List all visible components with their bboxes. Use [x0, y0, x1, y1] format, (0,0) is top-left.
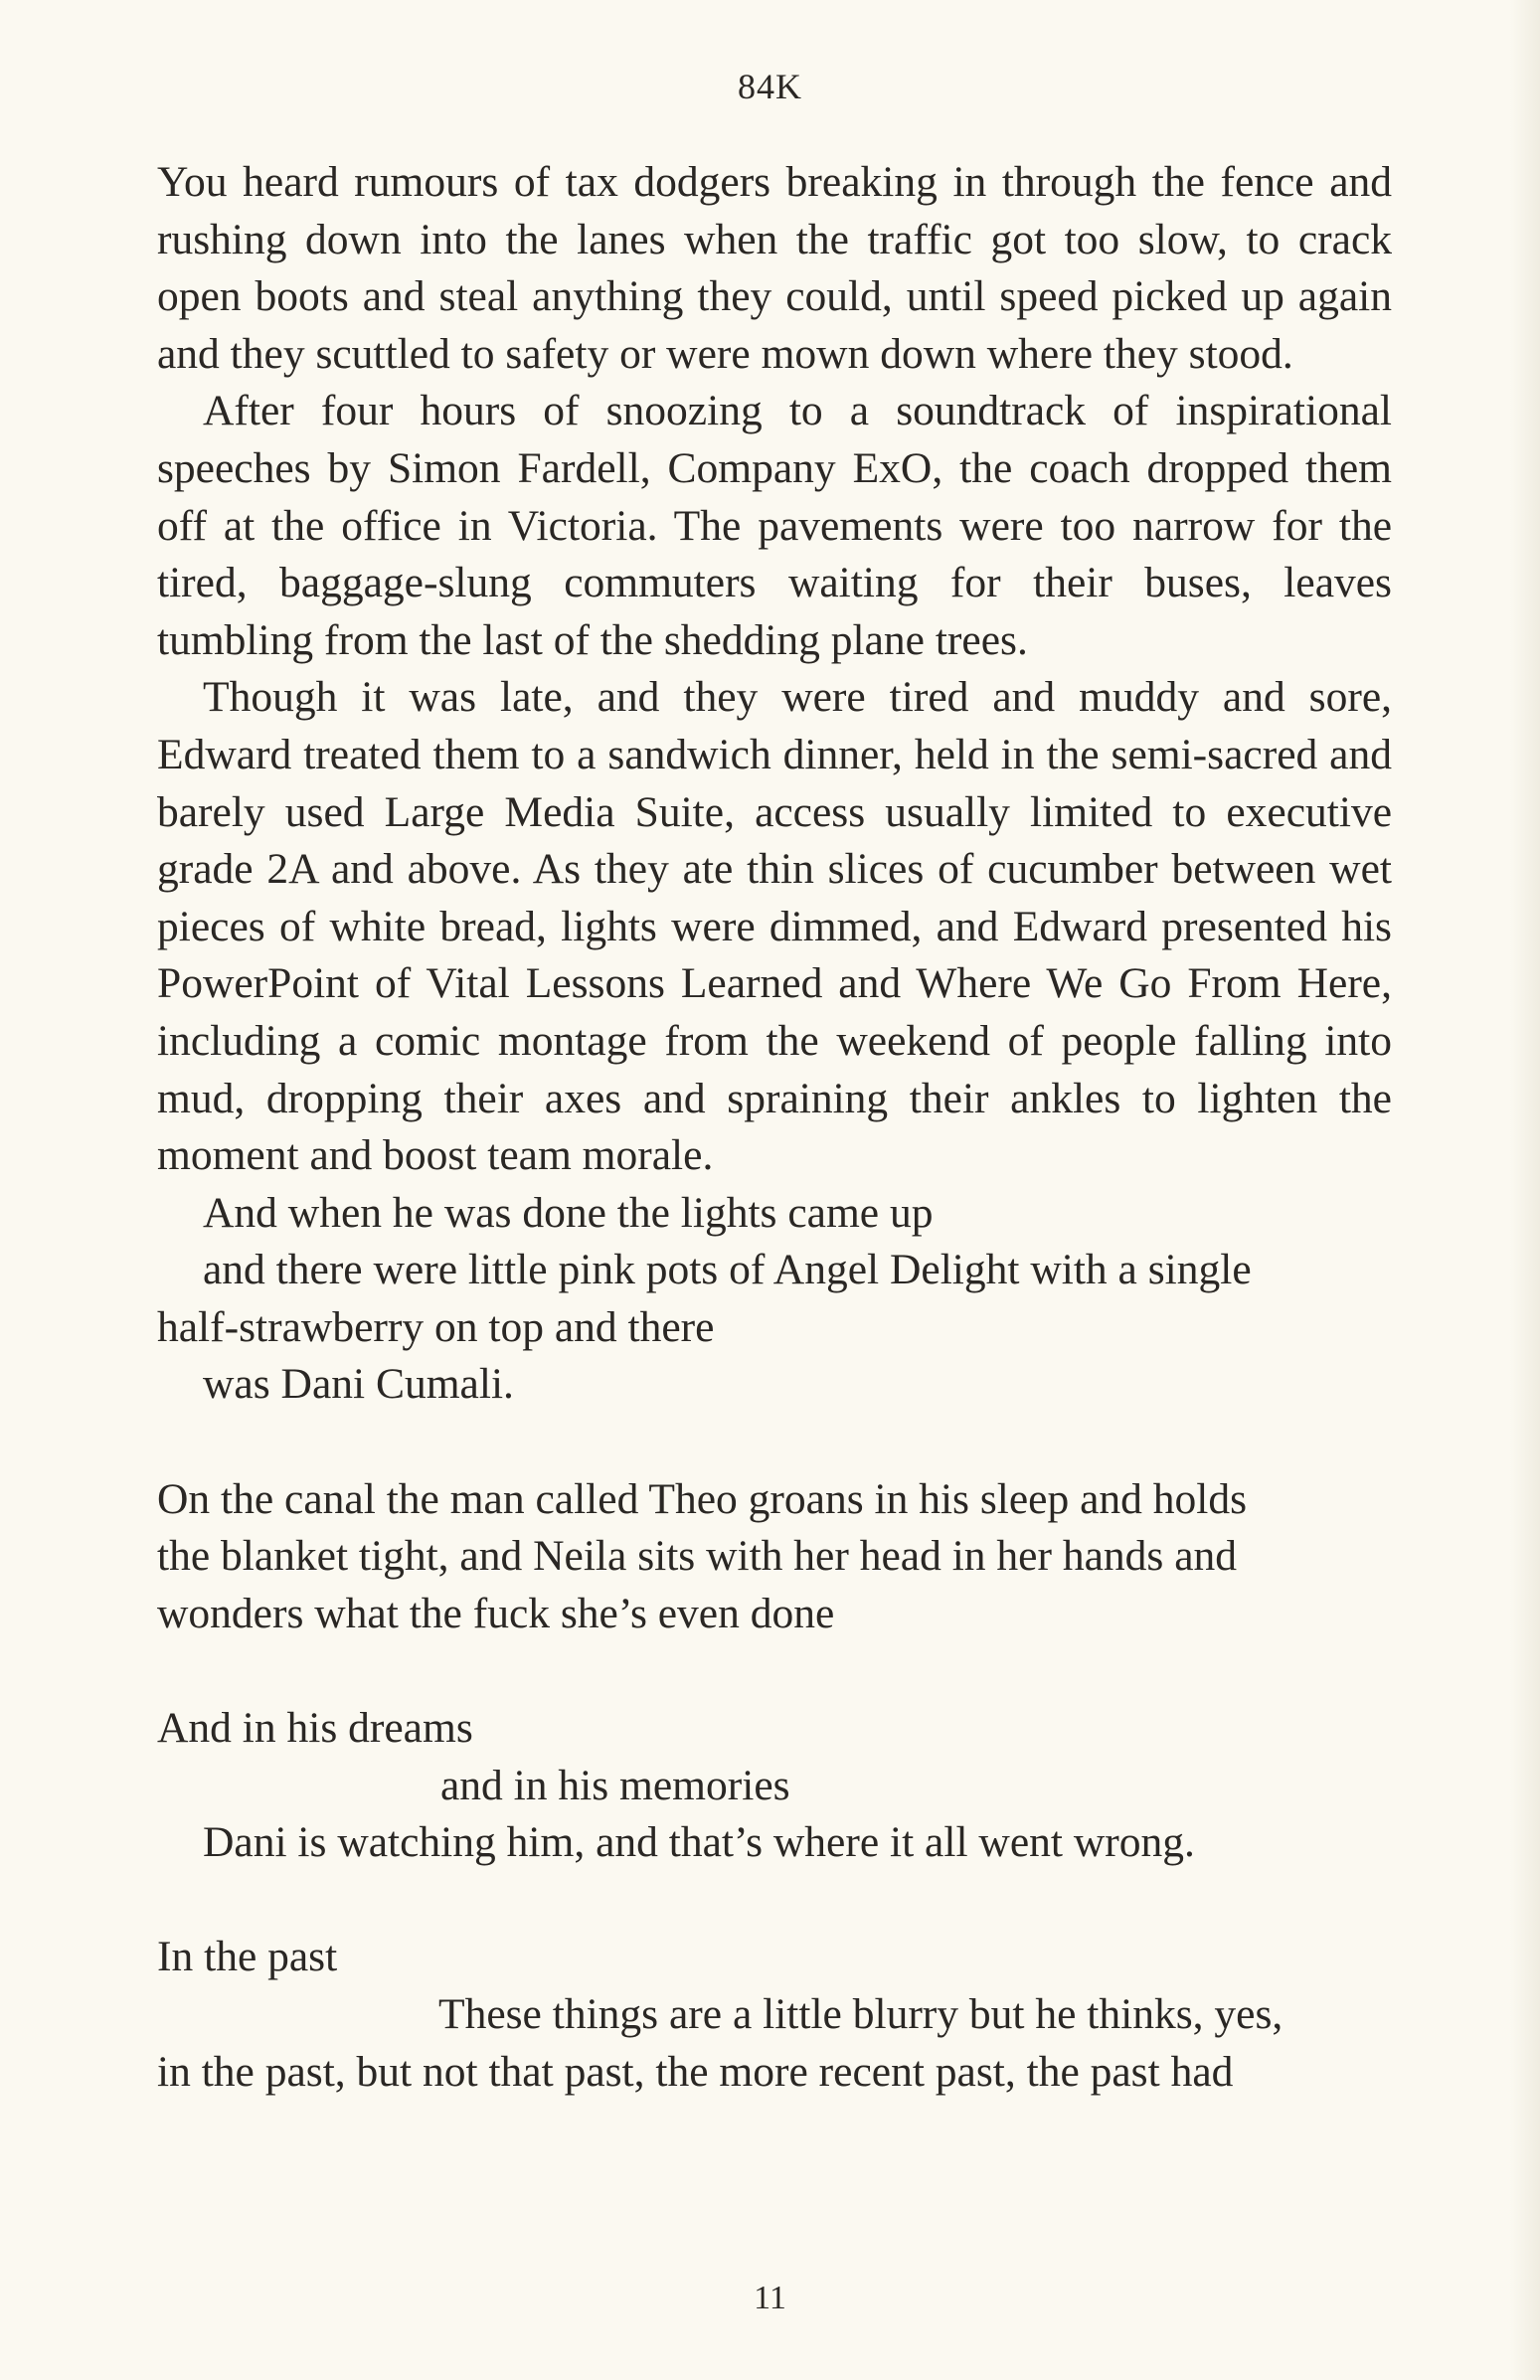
verse-line: And when he was done the lights came up [203, 1188, 934, 1237]
paragraph-tax-dodgers: You heard rumours of tax dodgers breaking in through the fence and rushing down into the lanes when the traffic got too slow, to crack open boots and steal anything they could, until speed picked up again and they scuttled to safety or were mown down where they stood. [157, 158, 1392, 378]
dream-line: and in his memories [440, 1761, 790, 1809]
verse-line: and there were little pink pots of Angel Delight with a single [203, 1246, 1252, 1294]
section-gap [157, 1414, 1392, 1471]
canal-line: On the canal the man called Theo groans in his sleep and holds [157, 1474, 1248, 1523]
past-line: in the past, but not that past, the more recent past, the past had [157, 2047, 1234, 2096]
verse-line: half-strawberry on top and there [157, 1302, 715, 1351]
page-edge-shadow [1510, 0, 1540, 2380]
canal-line: wonders what the fuck she’s even done [157, 1589, 835, 1637]
canal-line: the blanket tight, and Neila sits with her head in her hands and [157, 1532, 1238, 1581]
section-gap [157, 1642, 1392, 1700]
page-number: 11 [754, 2280, 786, 2316]
past-line: In the past [157, 1933, 338, 1981]
section-gap [157, 1872, 1392, 1930]
running-head: 84K [738, 67, 802, 106]
paragraph-coach-victoria: After four hours of snoozing to a soundtrack of inspirational speeches by Simon Fardell, Company ExO, the coach dropped them off at the office in Victoria. The pavements were too narrow for the tired, baggage-slung commuters waiting for their buses, leaves tumbling from the last of the shedding plane trees. [157, 387, 1392, 664]
past-line: These things are a little blurry but he thinks, yes, [438, 1990, 1283, 2038]
body-text [157, 154, 1392, 2101]
dream-line: Dani is watching him, and that’s where it all went wrong. [203, 1818, 1195, 1867]
dream-line: And in his dreams [157, 1704, 473, 1753]
verse-line: was Dani Cumali. [203, 1360, 514, 1409]
paragraph-sandwich-dinner: Though it was late, and they were tired and muddy and sore, Edward treated them to a sandwich dinner, held in the semi-sacred and barely used Large Media Suite, access usually limited to executive grade 2A and above. As they ate thin slices of cucumber between wet pieces of white bread, lights were dimmed, and Edward presented his PowerPoint of Vital Lessons Learned and Where We Go From Here, including a comic montage from the weekend of people falling into mud, dropping their axes and spraining their ankles to lighten the moment and boost team morale. [157, 673, 1392, 1180]
